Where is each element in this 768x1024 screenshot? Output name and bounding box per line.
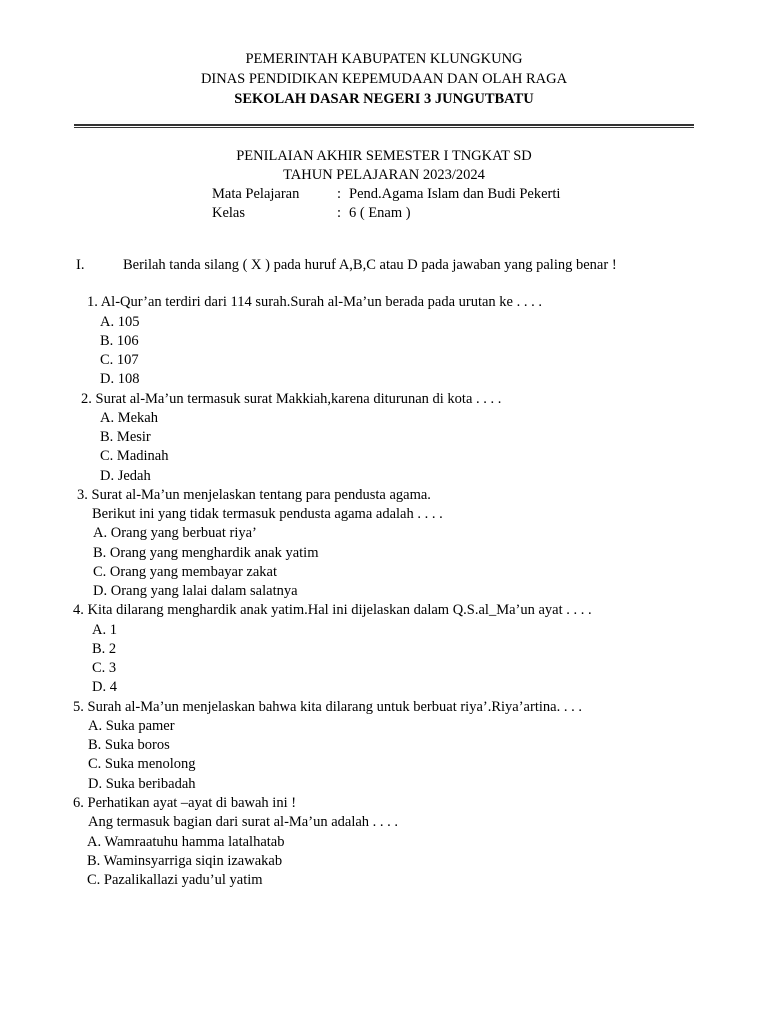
question-5-text: 5. Surah al-Ma’un menjelaskan bahwa kita dilarang untuk berbuat riya’.Riya’artina. . . .: [73, 699, 582, 715]
question-4-option-c: C. 3: [92, 660, 117, 676]
question-2-option-c: C. Madinah: [100, 448, 169, 464]
question-4-text: 4. Kita dilarang menghardik anak yatim.Hal ini dijelaskan dalam Q.S.al_Ma’un ayat . . . .: [73, 602, 592, 618]
subject-label: Mata Pelajaran: [212, 186, 300, 202]
question-5-option-c: C. Suka menolong: [88, 756, 196, 772]
question-2-text: 2. Surat al-Ma’un termasuk surat Makkiah,karena diturunan di kota . . . .: [81, 391, 502, 407]
question-3-option-c: C. Orang yang membayar zakat: [93, 564, 277, 580]
header-line-2: DINAS PENDIDIKAN KEPEMUDAAN DAN OLAH RAGA: [200, 71, 568, 87]
question-2-option-b: B. Mesir: [100, 429, 151, 445]
question-6-text: 6. Perhatikan ayat –ayat di bawah ini !: [73, 795, 297, 811]
question-6-text-2: Ang termasuk bagian dari surat al-Ma’un adalah . . . .: [88, 814, 399, 830]
question-1-option-c: C. 107: [100, 352, 139, 368]
question-4-option-d: D. 4: [92, 679, 117, 695]
header-divider: [74, 124, 694, 128]
question-5-option-a: A. Suka pamer: [88, 718, 175, 734]
question-5-option-b: B. Suka boros: [88, 737, 170, 753]
exam-year: TAHUN PELAJARAN 2023/2024: [283, 167, 485, 183]
question-3-option-b: B. Orang yang menghardik anak yatim: [93, 545, 319, 561]
subject-separator: :: [337, 186, 342, 202]
question-6-option-c: C. Pazalikallazi yadu’ul yatim: [87, 872, 263, 888]
class-label: Kelas: [212, 205, 246, 221]
question-4-option-b: B. 2: [92, 641, 117, 657]
question-3-text-2: Berikut ini yang tidak termasuk pendusta agama adalah . . . .: [92, 506, 443, 522]
question-3-option-d: D. Orang yang lalai dalam salatnya: [93, 583, 298, 599]
section-instruction: Berilah tanda silang ( X ) pada huruf A,B,C atau D pada jawaban yang paling benar !: [123, 257, 617, 273]
question-4-option-a: A. 1: [92, 622, 117, 638]
class-separator: :: [337, 205, 342, 221]
question-1-text: 1. Al-Qur’an terdiri dari 114 surah.Surah al-Ma’un berada pada urutan ke . . . .: [87, 294, 542, 310]
question-6-option-b: B. Waminsyarriga siqin izawakab: [87, 853, 283, 869]
question-1-option-b: B. 106: [100, 333, 139, 349]
header-line-3: SEKOLAH DASAR NEGERI 3 JUNGUTBATU: [234, 91, 534, 107]
class-value: 6 ( Enam ): [349, 205, 411, 221]
subject-value: Pend.Agama Islam dan Budi Pekerti: [349, 186, 561, 202]
header-line-1: PEMERINTAH KABUPATEN KLUNGKUNG: [245, 51, 523, 67]
question-2-option-a: A. Mekah: [100, 410, 158, 426]
question-2-option-d: D. Jedah: [100, 468, 151, 484]
exam-title: PENILAIAN AKHIR SEMESTER I TNGKAT SD: [236, 148, 532, 164]
question-3-option-a: A. Orang yang berbuat riya’: [93, 525, 257, 541]
question-5-option-d: D. Suka beribadah: [88, 776, 196, 792]
question-1-option-a: A. 105: [100, 314, 140, 330]
question-3-text: 3. Surat al-Ma’un menjelaskan tentang para pendusta agama.: [77, 487, 431, 503]
section-number: I.: [76, 257, 85, 273]
question-1-option-d: D. 108: [100, 371, 140, 387]
question-6-option-a: A. Wamraatuhu hamma latalhatab: [87, 834, 285, 850]
